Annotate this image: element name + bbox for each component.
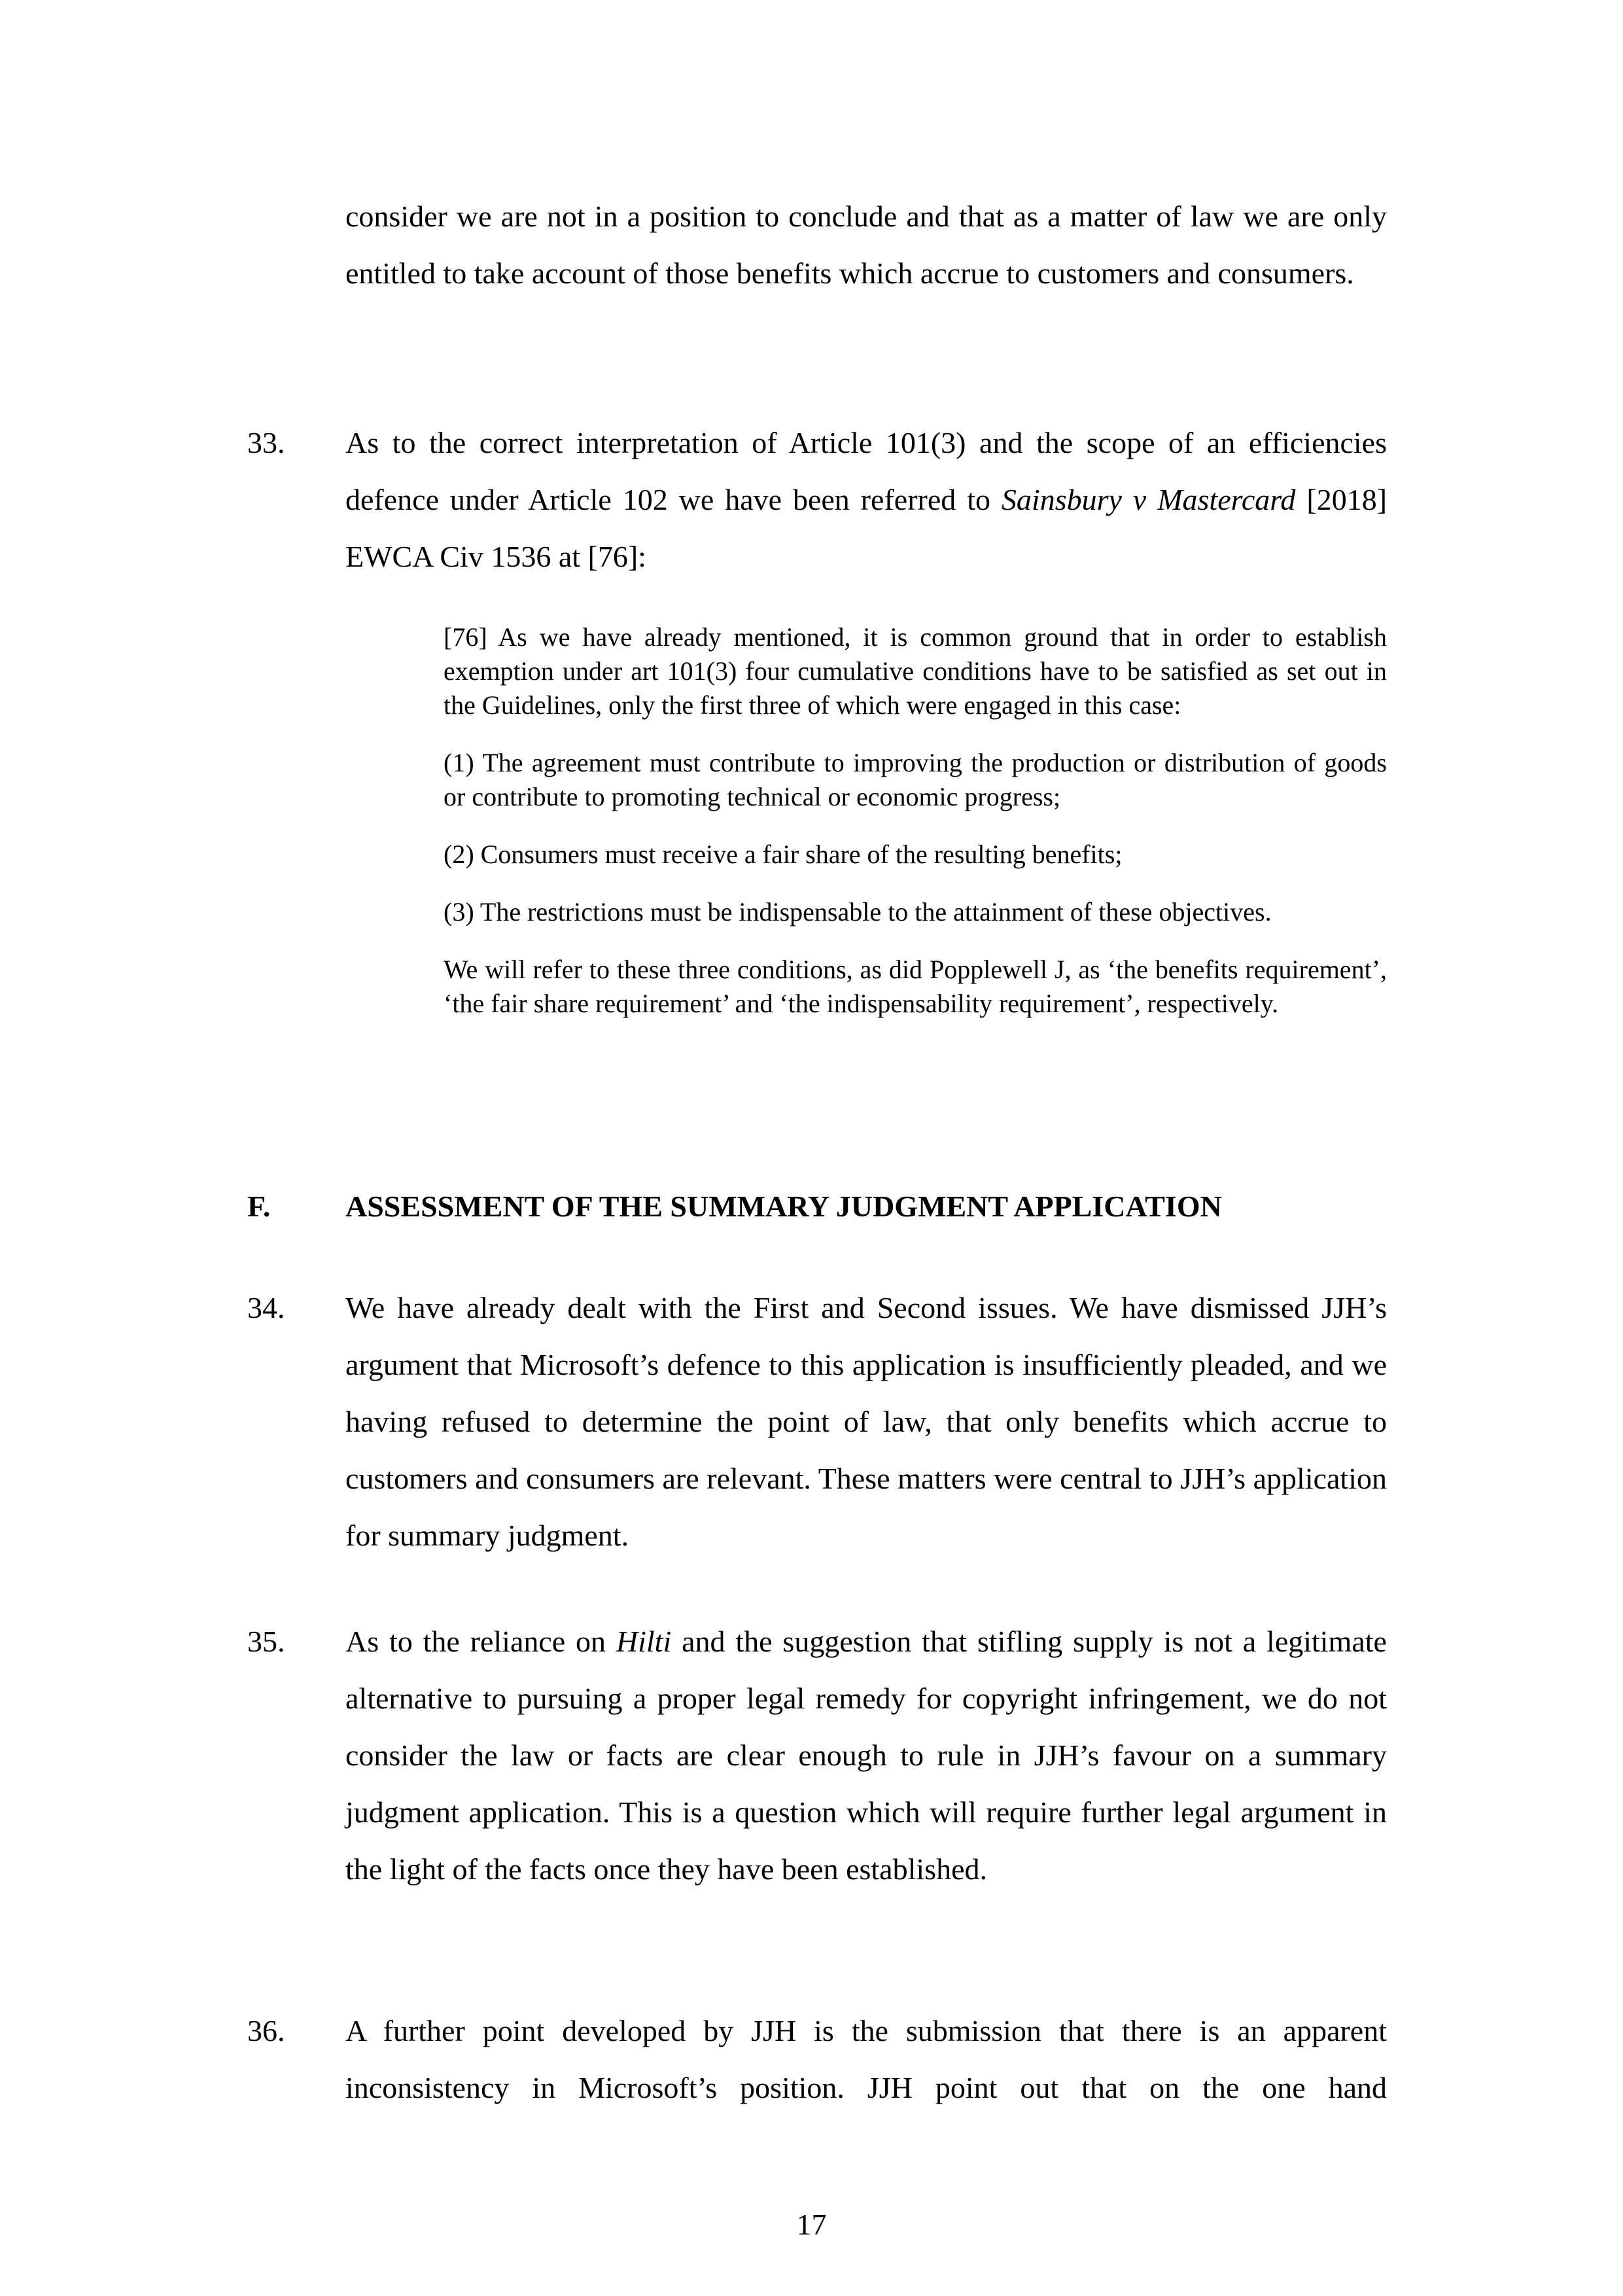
text-segment: [2018] EWCA Civ 1536 at [76]: [345,483,1387,573]
paragraph-36 [247,2002,1387,2116]
text-segment: and the suggestion that stifling supply is not a legitimate alternative to pursuing a proper legal remedy for copyright infringement, we do not consider the law or facts are clear enough to rule in JJH’s favour on a summary judgment application. This is a question which will require further legal argument in the light of the facts once they have been established. [345,1625,1387,1886]
quote-paragraph: We will refer to these three conditions, as did Popplewell J, as ‘the benefits requirement’, ‘the fair share requirement’ and ‘the indispensability requirement’, respectively. [444,955,1387,1018]
quote-condition-3: (3) The restrictions must be indispensable to the attainment of these objectives. [444,897,1272,927]
paragraph-35 [247,1613,1387,1898]
paragraph-number: 33. [247,426,285,459]
case-citation: Sainsbury v Mastercard [1001,483,1296,516]
case-citation: Hilti [616,1625,672,1658]
paragraph-number: 35. [247,1625,285,1658]
paragraph-number: 34. [247,1291,285,1324]
paragraph-number: 36. [247,2014,285,2047]
block-quote [444,620,1387,1021]
paragraph-text: A further point developed by JJH is the submission that there is an apparent inconsistency in Microsoft’s position. JJH point out that on the one hand [345,2014,1387,2104]
paragraph-34 [247,1279,1387,1564]
section-letter: F. [247,1190,271,1223]
quote-paragraph: [76] As we have already mentioned, it is common ground that in order to establish exemption under art 101(3) four cumulative conditions have to be satisfied as set out in the Guidelines, only the first three of which were engaged in this case: [444,622,1387,720]
section-title: ASSESSMENT OF THE SUMMARY JUDGMENT APPLICATION [345,1190,1222,1223]
text-segment: As to the reliance on [345,1625,616,1658]
paragraph-text: We have already dealt with the First and Second issues. We have dismissed JJH’s argument that Microsoft’s defence to this application is insufficiently pleaded, and we having refused to determine the point of law, that only benefits which accrue to customers and consumers are relevant. These matters were central to JJH’s application for summary judgment. [345,1291,1387,1552]
quote-condition-1: (1) The agreement must contribute to improving the production or distribution of goods or contribute to promoting technical or economic progress; [444,748,1387,811]
paragraph-text [345,1613,1387,1898]
paragraph-text [345,414,1387,585]
continuation-paragraph: consider we are not in a position to conclude and that as a matter of law we are only entitled to take account of those benefits which accrue to customers and consumers. [345,200,1387,290]
section-heading [247,1178,1387,1235]
quote-condition-2: (2) Consumers must receive a fair share of the resulting benefits; [444,839,1123,869]
text-segment: As to the correct interpretation of Article 101(3) and the scope of an efficiencies defence under Article 102 we have been referred to [345,426,1387,516]
page-number: 17 [796,2208,827,2241]
paragraph-33 [247,414,1387,585]
